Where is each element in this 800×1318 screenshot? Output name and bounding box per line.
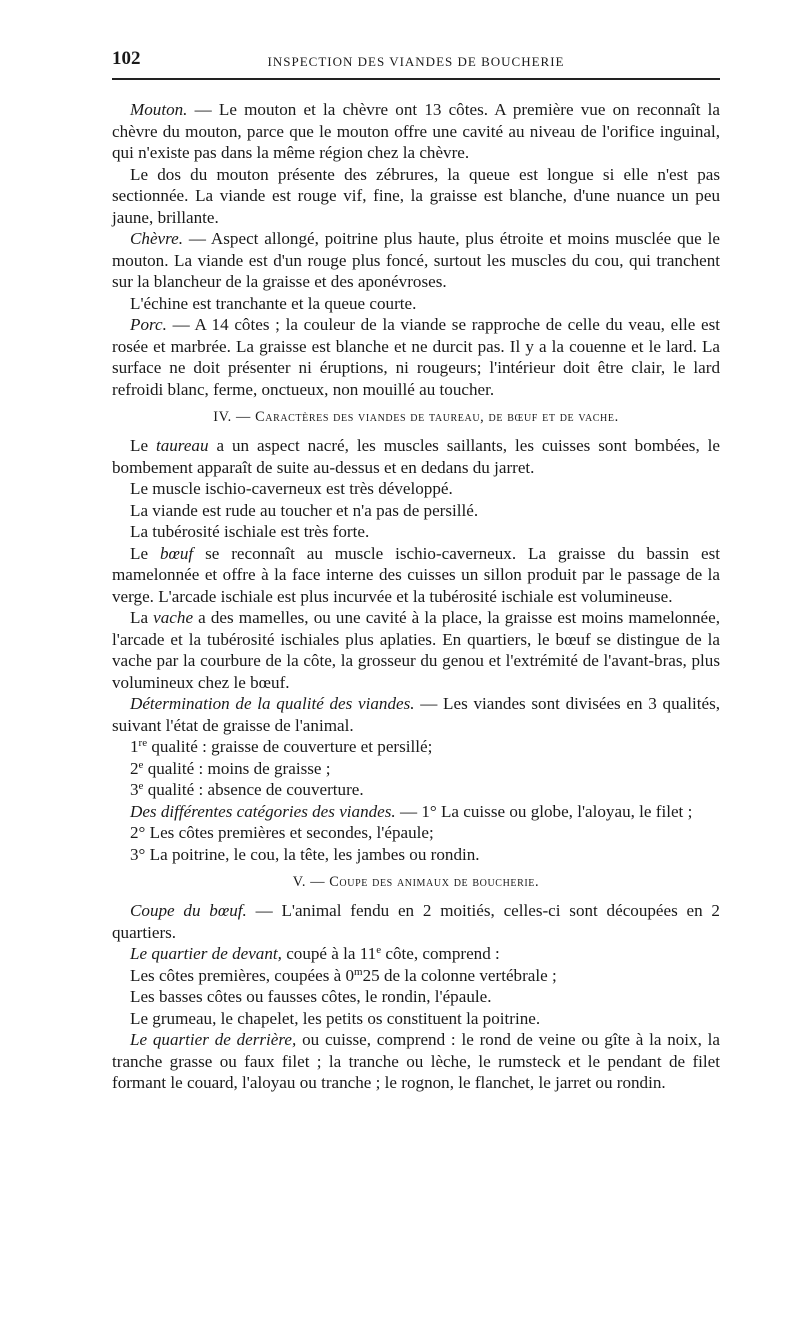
paragraph-quartier-derriere [112,1029,720,1094]
italic-term: taureau [155,436,209,455]
text-fragment: coupé à la 11 [281,944,377,963]
italic-term: Coupe du bœuf. [130,901,247,920]
superscript: e [376,944,382,956]
page-header [112,48,720,80]
paragraph-text: Le dos du mouton présente des zébrures, la queue est longue si elle n'est pas sectionnée. La viande est rouge vif, fine, la graisse est blanche, d'une nuance un peu jaune, brillante. [112,164,720,227]
italic-term: Le quartier de derrière, [130,1030,297,1049]
list-item-qualite-1 [112,736,720,758]
paragraph-echine [112,293,720,315]
text-fragment: qualité : graisse de couverture et persillé; [147,737,433,756]
text-fragment: — 1° La cuisse ou globe, l'aloyau, le filet ; [395,801,693,821]
text-fragment: se reconnaît au muscle ischio-caverneux. La graisse du bassin est mamelonnée et offre à la face interne des cuisses un sillon produit par le passage de la verge. L'arcade ischiale est plus incurvée et la tubérosité ischiale est volumineuse. [112,543,720,606]
text-fragment: qualité : absence de couverture. [143,780,364,799]
superscript: m [354,965,363,978]
text-fragment: Les côtes premières, coupées à 0 [130,965,355,985]
paragraph-lead: Mouton. [130,100,188,119]
paragraph-porc [112,314,720,400]
paragraph-taureau [112,435,720,478]
text-fragment: ou cuisse, comprend : le rond de veine ou gîte à la noix, la tranche grasse ou faux filet ; la tranche ou lèche, le rumsteck et le pendant de filet formant le couard, l'aloyau ou tranche ; le rognon, le flanchet, le jarret ou rondin. [112,1030,720,1092]
paragraph-lead: Porc. [130,315,167,334]
superscript: e [138,758,144,771]
italic-term: Le quartier de devant, [130,944,282,963]
paragraph-mouton [112,99,720,164]
italic-term: vache [153,608,194,627]
paragraph-qualite [112,693,720,736]
text-fragment: Le [130,543,160,563]
text-fragment: qualité : moins de graisse ; [143,758,331,778]
paragraph-ischio: Le muscle ischio-caverneux est très développé. [130,479,453,498]
paragraph-cotes-premieres [112,965,720,987]
section-heading-iv [112,407,720,427]
paragraph-categories [112,801,720,823]
italic-term: bœuf [159,543,194,563]
italic-term: Des différentes catégories des viandes. [130,801,396,821]
text-fragment: 3 [130,780,139,799]
running-title: INSPECTION DES VIANDES DE BOUCHERIE [267,54,565,69]
text-fragment: a un aspect nacré, les muscles saillants, les cuisses sont bombées, le bombement apparaît de suite au-dessus et en dedans du jarret. [112,436,720,477]
paragraph-text: — A 14 côtes ; la couleur de la viande se rapproche de celle du veau, elle est rosée et marbrée. La graisse est blanche et ne durcit pas. Il y a la couenne et le lard. La surface ne doit présenter ni éruptions, ni rougeurs; l'intérieur doit être clair, le lard refroidi blanc, ferme, onctueux, non mouillé au toucher. [112,315,720,399]
section-number: V. — [292,874,330,890]
paragraph-vache [112,607,720,693]
paragraph-text: L'échine est tranchante et la queue courte. [130,293,417,313]
paragraph-boeuf [112,543,720,608]
text-fragment: a des mamelles, ou une cavité à la place, la graisse est moins mamelonnée, l'arcade et la tubérosité ischiales plus aplaties. En quartiers, le bœuf se distingue de la vache par la courbure de la côte, la grosseur du genou et l'extrémité de l'avant-bras, plus volumineux chez le bœuf. [112,608,721,692]
text-fragment: 25 de la colonne vertébrale ; [362,965,557,985]
section-heading-v [112,872,720,892]
paragraph-basses-cotes: Les basses côtes ou fausses côtes, le rondin, l'épaule. [130,987,492,1006]
text-fragment: 2 [130,758,139,778]
paragraph-chevre [112,228,720,293]
page-body [112,99,720,1094]
paragraph-text: — Aspect allongé, poitrine plus haute, plus étroite et moins musclée que le mouton. La viande est d'un rouge plus foncé, surtout les muscles du cou, qui tranchent sur la blancheur de la graisse et des aponévroses. [112,229,720,291]
paragraph-grumeau: Le grumeau, le chapelet, les petits os constituent la poitrine. [130,1008,541,1028]
paragraph-text: — Le mouton et la chèvre ont 13 côtes. A première vue on reconnaît la chèvre du mouton, parce que le mouton offre une cavité au niveau de l'orifice inguinal, qui n'existe pas dans la même région chez la chèvre. [112,100,720,162]
paragraph-tuberosite: La tubérosité ischiale est très forte. [130,522,370,541]
list-item-categorie-2: 2° Les côtes premières et secondes, l'épaule; [130,823,434,842]
section-number: IV. — [213,409,256,425]
superscript: e [138,780,144,792]
list-item-qualite-2 [112,758,720,780]
paragraph-quartier-devant [112,943,720,965]
paragraph-mouton-dos [112,164,720,229]
text-fragment: La [130,608,154,627]
text-fragment: — Les viandes sont divisées en 3 qualités, suivant l'état de graisse de l'animal. [112,694,720,735]
list-item-qualite-3 [112,779,720,801]
page-number: 102 [112,48,141,69]
text-fragment: — L'animal fendu en 2 moitiés, celles-ci sont découpées en 2 quartiers. [112,901,720,942]
paragraph-coupe-boeuf [112,900,720,943]
list-item-categorie-3: 3° La poitrine, le cou, la tête, les jambes ou rondin. [130,844,480,864]
text-fragment: Le [130,436,156,455]
text-fragment: côte, comprend : [381,944,500,963]
text-fragment: 1 [130,737,139,756]
section-title: Caractères des viandes de taureau, de bœuf et de vache. [255,409,619,425]
section-title: Coupe des animaux de boucherie. [329,874,540,890]
superscript: re [138,737,148,749]
paragraph-lead: Chèvre. [130,229,184,248]
paragraph-viande-rude: La viande est rude au toucher et n'a pas de persillé. [130,500,479,520]
italic-term: Détermination de la qualité des viandes. [130,694,415,713]
